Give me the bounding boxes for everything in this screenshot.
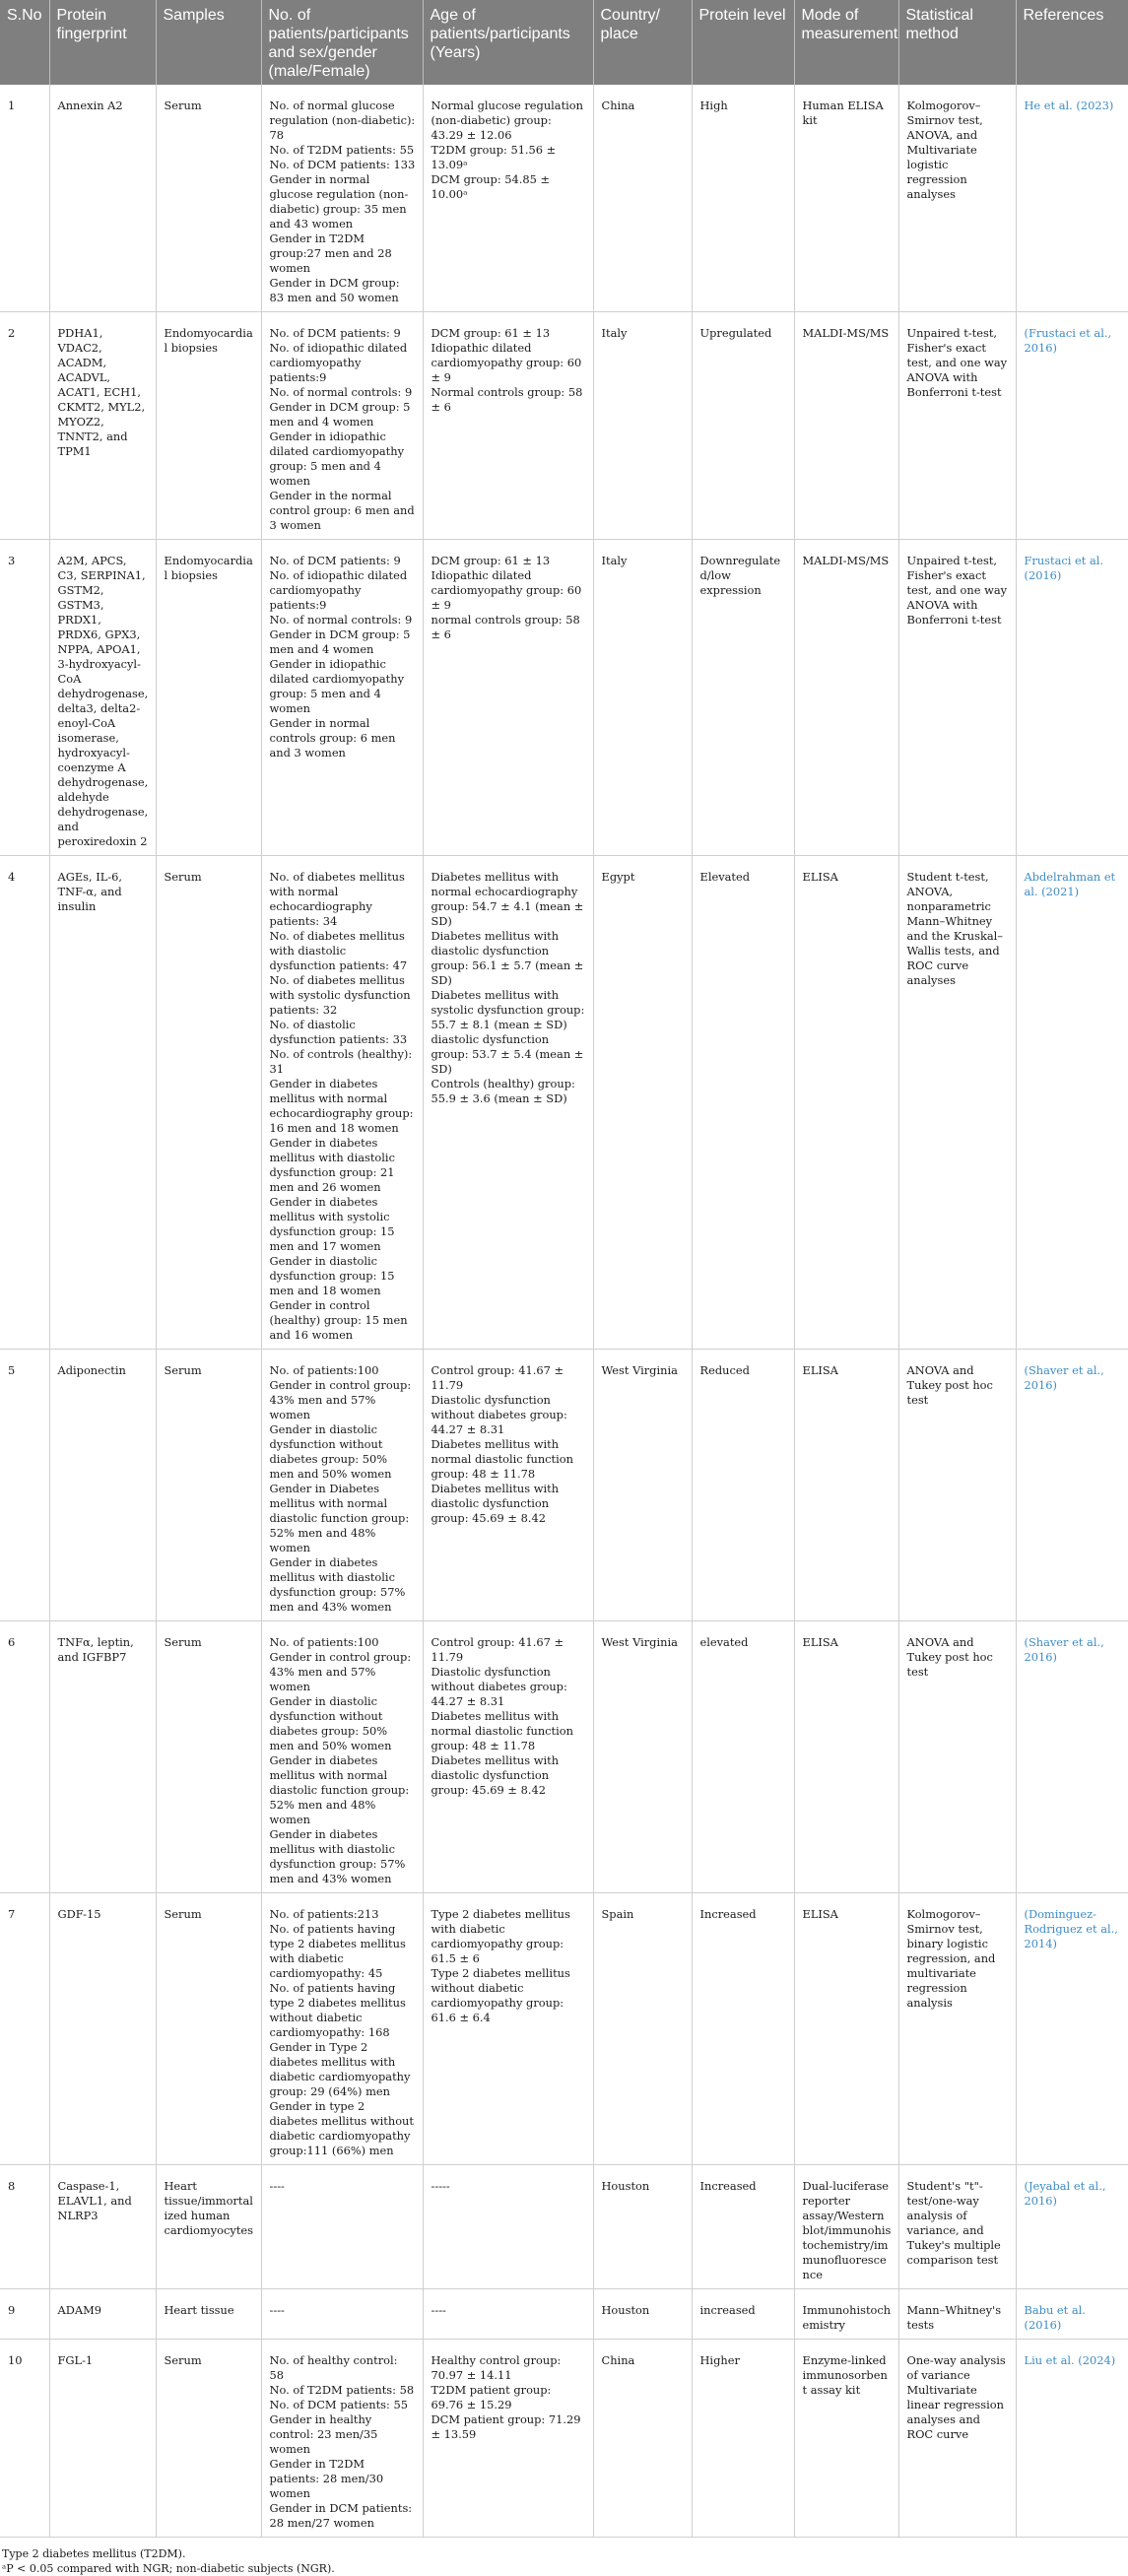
cell-protein-level: Reduced xyxy=(692,1350,794,1621)
cell-country: China xyxy=(593,2340,692,2538)
cell-country: Egypt xyxy=(593,856,692,1350)
cell-protein-level: Elevated xyxy=(692,856,794,1350)
cell-mode: Immunohistochemistry xyxy=(794,2289,898,2340)
reference-link[interactable]: (Jeyabal et al., 2016) xyxy=(1024,2179,1106,2208)
table-footnotes xyxy=(0,2538,1128,2576)
cell-reference xyxy=(1016,1350,1128,1621)
footnote-significance: ᵃP < 0.05 compared with NGR; non-diabetic subjects (NGR). xyxy=(2,2562,335,2575)
cell-country: West Virginia xyxy=(593,1350,692,1621)
cell-protein: Annexin A2 xyxy=(49,85,156,312)
cell-reference xyxy=(1016,85,1128,312)
cell-samples: Endomyocardial biopsies xyxy=(156,312,261,540)
cell-samples: Serum xyxy=(156,856,261,1350)
table-row xyxy=(0,856,1128,1350)
cell-samples: Serum xyxy=(156,85,261,312)
cell-sno: 2 xyxy=(0,312,49,540)
reference-link[interactable]: (Dominguez-Rodriguez et al., 2014) xyxy=(1024,1907,1118,1950)
cell-patients: No. of patients:100 Gender in control group: 43% men and 57% women Gender in diastolic dysfunction without diabetes group: 50% men and 50% women Gender in Diabetes mellitus with normal diastolic function group: 52% men and 48% women Gender in diabetes mellitus with diastolic dysfunction group: 57% men and 43% women xyxy=(261,1350,423,1621)
table-row xyxy=(0,312,1128,540)
cell-protein: ADAM9 xyxy=(49,2289,156,2340)
cell-mode: Dual-luciferase reporter assay/Western blot/immunohistochemistry/immunofluorescence xyxy=(794,2165,898,2289)
cell-protein-level: Downregulated/low expression xyxy=(692,540,794,856)
cell-sno: 1 xyxy=(0,85,49,312)
cell-protein: PDHA1, VDAC2, ACADM, ACADVL, ACAT1, ECH1, CKMT2, MYL2, MYOZ2, TNNT2, and TPM1 xyxy=(49,312,156,540)
cell-sno: 7 xyxy=(0,1893,49,2165)
cell-sno: 8 xyxy=(0,2165,49,2289)
cell-age: DCM group: 61 ± 13 Idiopathic dilated cardiomyopathy group: 60 ± 9 Normal controls group: 58 ± 6 xyxy=(423,312,593,540)
cell-protein-level: Higher xyxy=(692,2340,794,2538)
cell-patients: ---- xyxy=(261,2289,423,2340)
cell-sno: 9 xyxy=(0,2289,49,2340)
cell-method: ANOVA and Tukey post hoc test xyxy=(898,1621,1016,1893)
cell-protein-level: Increased xyxy=(692,2165,794,2289)
cell-protein-level: increased xyxy=(692,2289,794,2340)
table-row xyxy=(0,1621,1128,1893)
cell-protein-level: High xyxy=(692,85,794,312)
column-header-references: References xyxy=(1016,0,1128,85)
column-header-method: Statistical method xyxy=(898,0,1016,85)
cell-reference xyxy=(1016,2289,1128,2340)
reference-link[interactable]: Abdelrahman et al. (2021) xyxy=(1024,870,1116,898)
table-header-row xyxy=(0,0,1128,85)
cell-age: Normal glucose regulation (non-diabetic) group: 43.29 ± 12.06 T2DM group: 51.56 ± 13.09ᵃ DCM group: 54.85 ± 10.00ᵃ xyxy=(423,85,593,312)
cell-mode: ELISA xyxy=(794,856,898,1350)
reference-link[interactable]: Babu et al. (2016) xyxy=(1024,2303,1086,2332)
cell-protein: TNFα, leptin, and IGFBP7 xyxy=(49,1621,156,1893)
cell-patients: No. of patients:100 Gender in control group: 43% men and 57% women Gender in diastolic dysfunction without diabetes group: 50% men and 50% women Gender in diabetes mellitus with normal diastolic function group: 52% men and 48% women Gender in diabetes mellitus with diastolic dysfunction group: 57% men and 43% women xyxy=(261,1621,423,1893)
cell-sno: 5 xyxy=(0,1350,49,1621)
cell-patients: No. of DCM patients: 9 No. of idiopathic dilated cardiomyopathy patients:9 No. of normal controls: 9 Gender in DCM group: 5 men and 4 women Gender in idiopathic dilated cardiomyopathy group: 5 men and 4 women Gender in the normal control group: 6 men and 3 women xyxy=(261,312,423,540)
cell-country: Spain xyxy=(593,1893,692,2165)
cell-samples: Endomyocardial biopsies xyxy=(156,540,261,856)
cell-country: Italy xyxy=(593,312,692,540)
cell-mode: Enzyme-linked immunosorbent assay kit xyxy=(794,2340,898,2538)
cell-age: Control group: 41.67 ± 11.79 Diastolic dysfunction without diabetes group: 44.27 ± 8.31 Diabetes mellitus with normal diastolic function group: 48 ± 11.78 Diabetes mellitus with diastolic dysfunction group: 45.69 ± 8.42 xyxy=(423,1350,593,1621)
cell-age: Healthy control group: 70.97 ± 14.11 T2DM patient group: 69.76 ± 15.29 DCM patient group: 71.29 ± 13.59 xyxy=(423,2340,593,2538)
cell-age: Control group: 41.67 ± 11.79 Diastolic dysfunction without diabetes group: 44.27 ± 8.31 Diabetes mellitus with normal diastolic function group: 48 ± 11.78 Diabetes mellitus with diastolic dysfunction group: 45.69 ± 8.42 xyxy=(423,1621,593,1893)
cell-mode: MALDI-MS/MS xyxy=(794,540,898,856)
cell-samples: Serum xyxy=(156,1621,261,1893)
cell-age: ----- xyxy=(423,2165,593,2289)
cell-patients: No. of DCM patients: 9 No. of idiopathic dilated cardiomyopathy patients:9 No. of normal controls: 9 Gender in DCM group: 5 men and 4 women Gender in idiopathic dilated cardiomyopathy group: 5 men and 4 women Gender in normal controls group: 6 men and 3 women xyxy=(261,540,423,856)
cell-protein: A2M, APCS, C3, SERPINA1, GSTM2, GSTM3, PRDX1, PRDX6, GPX3, NPPA, APOA1, 3-hydroxyacyl-CoA dehydrogenase, delta3, delta2-enoyl-CoA isomerase, hydroxyacyl-coenzyme A dehydrogenase, aldehyde dehydrogenase, and peroxiredoxin 2 xyxy=(49,540,156,856)
cell-samples: Heart tissue xyxy=(156,2289,261,2340)
cell-patients: No. of diabetes mellitus with normal echocardiography patients: 34 No. of diabetes mellitus with diastolic dysfunction patients: 47 No. of diabetes mellitus with systolic dysfunction patients: 32 No. of diastolic dysfunction patients: 33 No. of controls (healthy): 31 Gender in diabetes mellitus with normal echocardiography group: 16 men and 18 women Gender in diabetes mellitus with diastolic dysfunction group: 21 men and 26 women Gender in diabetes mellitus with systolic dysfunction group: 15 men and 17 women Gender in diastolic dysfunction group: 15 men and 18 women Gender in control (healthy) group: 15 men and 16 women xyxy=(261,856,423,1350)
reference-link[interactable]: Liu et al. (2024) xyxy=(1024,2353,1116,2367)
column-header-level: Protein level xyxy=(692,0,794,85)
column-header-samples: Samples xyxy=(156,0,261,85)
cell-country: Italy xyxy=(593,540,692,856)
cell-protein: Adiponectin xyxy=(49,1350,156,1621)
reference-link[interactable]: He et al. (2023) xyxy=(1024,99,1114,112)
column-header-mode: Mode of measurement xyxy=(794,0,898,85)
column-header-patients: No. of patients/participants and sex/gender (male/Female) xyxy=(261,0,423,85)
cell-method: Kolmogorov–Smirnov test, ANOVA, and Multivariate logistic regression analyses xyxy=(898,85,1016,312)
cell-protein-level: Increased xyxy=(692,1893,794,2165)
column-header-age: Age of patients/participants (Years) xyxy=(423,0,593,85)
cell-country: West Virginia xyxy=(593,1621,692,1893)
cell-method: One-way analysis of variance Multivariate linear regression analyses and ROC curve xyxy=(898,2340,1016,2538)
cell-protein: FGL-1 xyxy=(49,2340,156,2538)
cell-age: DCM group: 61 ± 13 Idiopathic dilated cardiomyopathy group: 60 ± 9 normal controls group: 58 ± 6 xyxy=(423,540,593,856)
cell-mode: ELISA xyxy=(794,1621,898,1893)
table-row xyxy=(0,1893,1128,2165)
cell-method: Unpaired t-test, Fisher's exact test, and one way ANOVA with Bonferroni t-test xyxy=(898,540,1016,856)
cell-country: Houston xyxy=(593,2165,692,2289)
column-header-protein: Protein fingerprint xyxy=(49,0,156,85)
cell-method: ANOVA and Tukey post hoc test xyxy=(898,1350,1016,1621)
reference-link[interactable]: (Shaver et al., 2016) xyxy=(1024,1635,1104,1664)
reference-link[interactable]: Frustaci et al. (2016) xyxy=(1024,554,1104,582)
table-row xyxy=(0,2340,1128,2538)
cell-protein: Caspase-1, ELAVL1, and NLRP3 xyxy=(49,2165,156,2289)
cell-mode: ELISA xyxy=(794,1350,898,1621)
cell-country: China xyxy=(593,85,692,312)
cell-method: Kolmogorov–Smirnov test, binary logistic regression, and multivariate regression analysis xyxy=(898,1893,1016,2165)
table-row xyxy=(0,2289,1128,2340)
cell-reference xyxy=(1016,856,1128,1350)
cell-sno: 10 xyxy=(0,2340,49,2538)
cell-country: Houston xyxy=(593,2289,692,2340)
reference-link[interactable]: (Frustaci et al., 2016) xyxy=(1024,326,1112,355)
cell-patients: No. of patients:213 No. of patients having type 2 diabetes mellitus with diabetic cardiomyopathy: 45 No. of patients having type 2 diabetes mellitus without diabetic cardiomyopathy: 168 Gender in Type 2 diabetes mellitus with diabetic cardiomyopathy group: 29 (64%) men Gender in type 2 diabetes mellitus without diabetic cardiomyopathy group:111 (66%) men xyxy=(261,1893,423,2165)
cell-protein: GDF-15 xyxy=(49,1893,156,2165)
cell-protein-level: elevated xyxy=(692,1621,794,1893)
column-header-sno: S.No xyxy=(0,0,49,85)
cell-method: Student t-test, ANOVA, nonparametric Mann–Whitney and the Kruskal–Wallis tests, and ROC curve analyses xyxy=(898,856,1016,1350)
table-row xyxy=(0,1350,1128,1621)
cell-samples: Serum xyxy=(156,1893,261,2165)
cell-method: Unpaired t-test, Fisher's exact test, and one way ANOVA with Bonferroni t-test xyxy=(898,312,1016,540)
cell-samples: Serum xyxy=(156,1350,261,1621)
cell-patients: No. of healthy control: 58 No. of T2DM patients: 58 No. of DCM patients: 55 Gender in healthy control: 23 men/35 women Gender in T2DM patients: 28 men/30 women Gender in DCM patients: 28 men/27 women xyxy=(261,2340,423,2538)
cell-protein-level: Upregulated xyxy=(692,312,794,540)
cell-age: Diabetes mellitus with normal echocardiography group: 54.7 ± 4.1 (mean ± SD) Diabetes mellitus with diastolic dysfunction group: 56.1 ± 5.7 (mean ± SD) Diabetes mellitus with systolic dysfunction group: 55.7 ± 8.1 (mean ± SD) diastolic dysfunction group: 53.7 ± 5.4 (mean ± SD) Controls (healthy) group: 55.9 ± 3.6 (mean ± SD) xyxy=(423,856,593,1350)
cell-reference xyxy=(1016,2340,1128,2538)
cell-sno: 4 xyxy=(0,856,49,1350)
cell-samples: Serum xyxy=(156,2340,261,2538)
cell-mode: Human ELISA kit xyxy=(794,85,898,312)
cell-reference xyxy=(1016,1621,1128,1893)
cell-reference xyxy=(1016,2165,1128,2289)
cell-patients: ---- xyxy=(261,2165,423,2289)
footnote-t2dm: Type 2 diabetes mellitus (T2DM). xyxy=(2,2547,186,2560)
cell-sno: 6 xyxy=(0,1621,49,1893)
cell-method: Mann–Whitney's tests xyxy=(898,2289,1016,2340)
cell-protein: AGEs, IL-6, TNF-α, and insulin xyxy=(49,856,156,1350)
cell-reference xyxy=(1016,1893,1128,2165)
cell-age: ---- xyxy=(423,2289,593,2340)
table-row xyxy=(0,540,1128,856)
table-row xyxy=(0,2165,1128,2289)
reference-link[interactable]: (Shaver et al., 2016) xyxy=(1024,1363,1104,1392)
cell-reference xyxy=(1016,540,1128,856)
cell-method: Student's "t"-test/one-way analysis of variance, and Tukey's multiple comparison test xyxy=(898,2165,1016,2289)
cell-sno: 3 xyxy=(0,540,49,856)
cell-patients: No. of normal glucose regulation (non-diabetic): 78 No. of T2DM patients: 55 No. of DCM patients: 133 Gender in normal glucose regulation (non-diabetic) group: 35 men and 43 women Gender in T2DM group:27 men and 28 women Gender in DCM group: 83 men and 50 women xyxy=(261,85,423,312)
column-header-country: Country/ place xyxy=(593,0,692,85)
cell-age: Type 2 diabetes mellitus with diabetic cardiomyopathy group: 61.5 ± 6 Type 2 diabetes mellitus without diabetic cardiomyopathy group: 61.6 ± 6.4 xyxy=(423,1893,593,2165)
cell-mode: MALDI-MS/MS xyxy=(794,312,898,540)
cell-mode: ELISA xyxy=(794,1893,898,2165)
table-row xyxy=(0,85,1128,312)
cell-reference xyxy=(1016,312,1128,540)
cell-samples: Heart tissue/immortalized human cardiomyocytes xyxy=(156,2165,261,2289)
